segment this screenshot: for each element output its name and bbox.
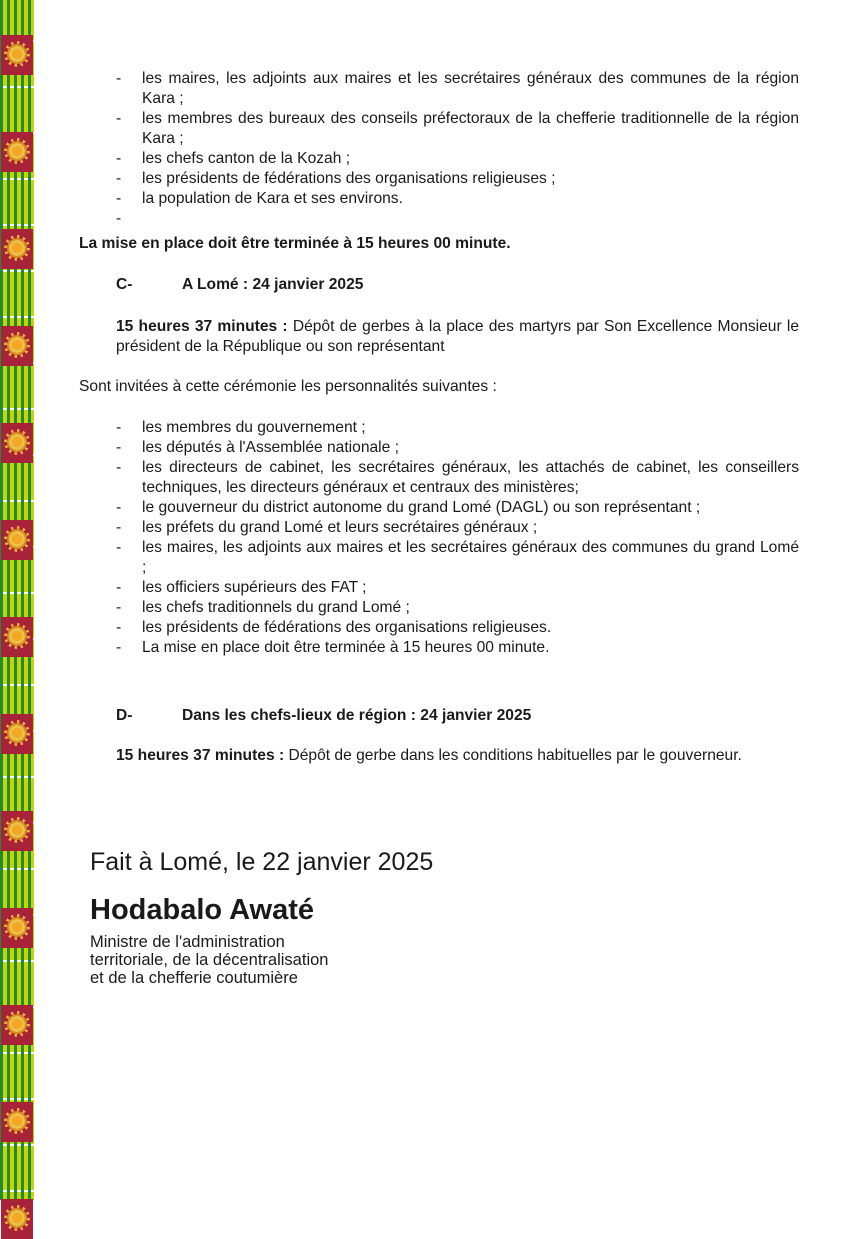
kara-invitee-list [79,69,799,229]
sun-medallion-icon [1,35,33,75]
sun-medallion-icon [1,908,33,948]
sun-icon [7,1208,27,1228]
sun-medallion-icon [1,520,33,560]
section-c-paragraph [79,317,799,357]
list-item: - les membres du gouvernement ; [116,418,799,438]
list-item: - les membres des bureaux des conseils préfectoraux de la chefferie traditionnelle de la région Kara ; [116,109,799,149]
section-text: Dépôt de gerbes à la place des martyrs par Son Excellence Monsieur le président de la République ou son représentant [116,318,799,355]
section-letter: C- [116,276,133,293]
sun-medallion-icon [1,132,33,172]
section-d-paragraph [79,746,799,766]
signatory-name: Hodabalo Awaté [90,894,314,926]
list-item: - les maires, les adjoints aux maires et les secrétaires généraux des communes de la région Kara ; [116,69,799,109]
list-item: - les directeurs de cabinet, les secrétaires généraux, les attachés de cabinet, les conseillers techniques, les directeurs généraux et centraux des ministères; [116,458,799,498]
list-item: - les officiers supérieurs des FAT ; [116,578,799,598]
sun-medallion-icon [1,1199,33,1239]
sun-icon [7,141,27,161]
kara-setup-note: La mise en place doit être terminée à 15 heures 00 minute. [79,235,511,252]
sun-icon [7,917,27,937]
section-time: 15 heures 37 minutes : [116,747,285,764]
title-line: territoriale, de la décentralisation [90,951,329,969]
sun-icon [7,820,27,840]
sun-icon [7,1111,27,1131]
list-item: - la population de Kara et ses environs. [116,189,799,209]
section-title: Dans les chefs-lieux de région : 24 janvier 2025 [182,707,532,724]
list-item [116,209,799,229]
signatory-title [90,933,433,987]
sun-medallion-icon [1,1005,33,1045]
section-text: Dépôt de gerbe dans les conditions habituelles par le gouverneur. [288,747,742,764]
sun-icon [7,626,27,646]
section-d-heading [79,706,799,726]
section-time: 15 heures 37 minutes : [116,318,288,335]
list-item: - les présidents de fédérations des organisations religieuses ; [116,169,799,189]
sun-medallion-icon [1,1102,33,1142]
sun-medallion-icon [1,714,33,754]
sun-medallion-icon [1,617,33,657]
invite-intro: Sont invitées à cette cérémonie les personnalités suivantes : [79,378,497,395]
list-item: - La mise en place doit être terminée à 15 heures 00 minute. [116,638,799,658]
list-item: - les députés à l'Assemblée nationale ; [116,438,799,458]
sun-medallion-icon [1,229,33,269]
sun-icon [7,432,27,452]
section-c-heading [79,275,799,295]
list-item: - les chefs canton de la Kozah ; [116,149,799,169]
sun-icon [7,44,27,64]
list-item: - le gouverneur du district autonome du grand Lomé (DAGL) ou son représentant ; [116,498,799,518]
sun-icon [7,723,27,743]
sun-icon [7,335,27,355]
list-item: - les maires, les adjoints aux maires et les secrétaires généraux des communes du grand Lomé ; [116,538,799,578]
list-item: - les préfets du grand Lomé et leurs secrétaires généraux ; [116,518,799,538]
sun-icon [7,238,27,258]
title-line: et de la chefferie coutumière [90,969,298,987]
place-date: Fait à Lomé, le 22 janvier 2025 [90,848,434,876]
decorative-border [0,0,34,1200]
section-letter: D- [116,707,133,724]
section-title: A Lomé : 24 janvier 2025 [182,276,364,293]
title-line: Ministre de l'administration [90,933,285,951]
sun-medallion-icon [1,326,33,366]
sun-medallion-icon [1,423,33,463]
sun-icon [7,1014,27,1034]
sun-medallion-icon [1,811,33,851]
lome-invitee-list [79,418,799,658]
list-item: - les présidents de fédérations des organisations religieuses. [116,618,799,638]
sun-icon [7,529,27,549]
signature-block [90,848,433,987]
list-item: - les chefs traditionnels du grand Lomé ; [116,598,799,618]
